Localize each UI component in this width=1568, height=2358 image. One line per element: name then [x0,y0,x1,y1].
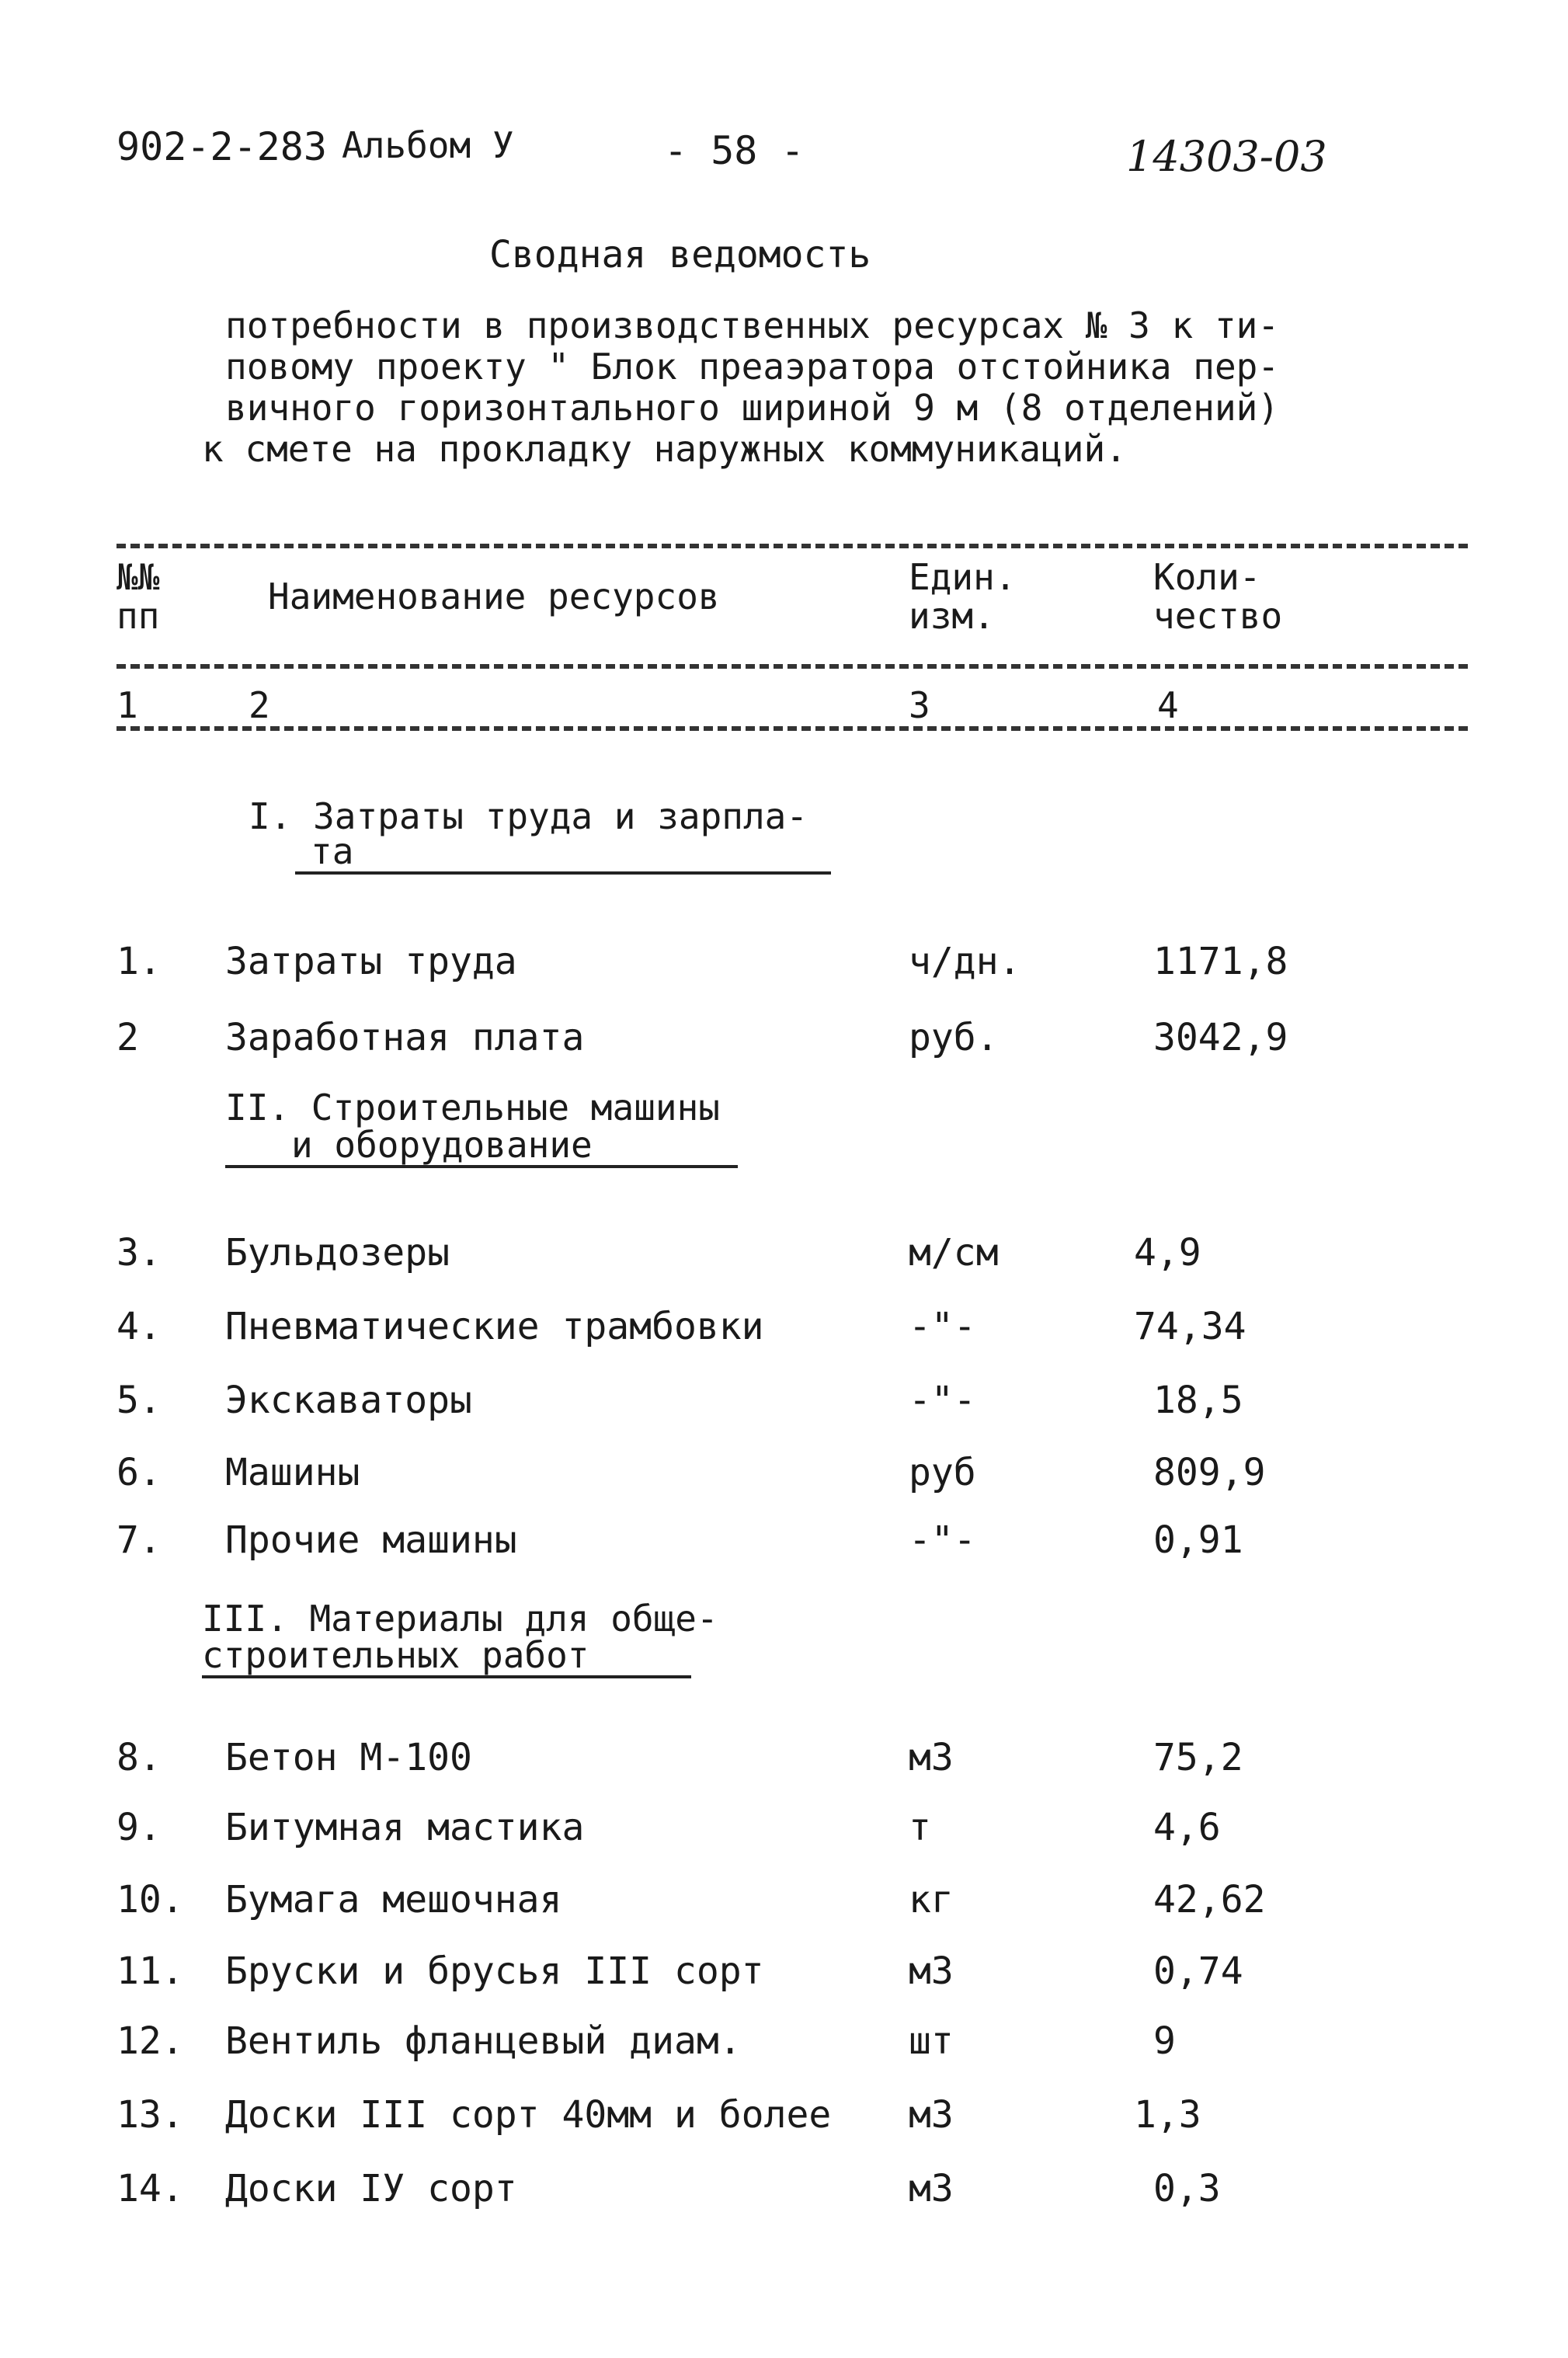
table-top-rule [116,544,1468,548]
row-8-name: Бетон М-100 [225,1736,472,1779]
row-12-unit: шт [909,2019,954,2063]
row-4-qty: 74,34 [1134,1305,1246,1348]
row-3-name: Бульдозеры [225,1231,450,1275]
row-9-name: Битумная мастика [225,1806,585,1849]
intro-line-3: вичного горизонтального шириной 9 м (8 отделений) [225,387,1280,429]
qty-header-line-1: Коли- [1153,556,1261,598]
row-14-qty: 0,3 [1153,2167,1221,2210]
row-10-unit: кг [909,1878,954,1922]
row-1-unit: ч/дн. [909,940,1021,983]
row-1-name: Затраты труда [225,940,517,983]
document-title: Сводная ведомость [489,233,871,276]
unit-header-line-2: изм. [909,595,995,637]
row-14-name: Доски IУ сорт [225,2167,517,2210]
document-code: 902-2-283 [116,124,327,169]
unit-header-line-1: Един. [909,556,1017,598]
row-8-unit: м3 [909,1736,954,1779]
row-2-name: Заработная плата [225,1016,585,1059]
row-1-num: 1. [116,940,162,983]
row-13-num: 13. [116,2093,184,2137]
page-number: - 58 - [664,128,805,173]
section-2-underline [225,1165,738,1168]
name-header: Наименование ресурсов [268,576,720,617]
row-12-name: Вентиль фланцевый диам. [225,2019,742,2063]
row-13-qty: 1,3 [1134,2093,1201,2137]
album-label: Альбом У [342,124,514,166]
section-1-title-line-2: та [311,830,354,872]
row-11-qty: 0,74 [1153,1949,1243,1993]
row-12-num: 12. [116,2019,184,2063]
intro-line-4: к смете на прокладку наружных коммуникаций. [202,428,1127,470]
section-3-title-line-1: III. Материалы для обще- [202,1598,718,1640]
row-2-unit: руб. [909,1016,999,1059]
row-10-qty: 42,62 [1153,1878,1266,1922]
row-5-num: 5. [116,1379,162,1422]
row-11-num: 11. [116,1949,184,1993]
num-header-line-2: пп [116,595,160,637]
column-numbers-rule [116,726,1468,731]
row-8-qty: 75,2 [1153,1736,1243,1779]
section-1-underline [295,871,831,875]
row-5-name: Экскаваторы [225,1379,472,1422]
row-7-qty: 0,91 [1153,1518,1243,1562]
row-4-num: 4. [116,1305,162,1348]
row-11-unit: м3 [909,1949,954,1993]
row-6-num: 6. [116,1451,162,1494]
row-10-name: Бумага мешочная [225,1878,562,1922]
row-10-num: 10. [116,1878,184,1922]
row-2-qty: 3042,9 [1153,1016,1288,1059]
section-3-underline [202,1675,691,1678]
row-8-num: 8. [116,1736,162,1779]
section-3-title-line-2: строительных работ [202,1634,589,1676]
col-number-4: 4 [1157,684,1179,726]
row-6-qty: 809,9 [1153,1451,1266,1494]
row-6-name: Машины [225,1451,360,1494]
row-3-qty: 4,9 [1134,1231,1201,1275]
col-number-3: 3 [909,684,930,726]
row-5-unit: -"- [909,1379,976,1422]
row-12-qty: 9 [1153,2019,1176,2063]
table-header-rule [116,664,1468,669]
row-11-name: Бруски и брусья III сорт [225,1949,764,1993]
section-1-title-line-1: I. Затраты труда и зарпла- [249,795,808,837]
row-14-unit: м3 [909,2167,954,2210]
row-7-unit: -"- [909,1518,976,1562]
row-9-qty: 4,6 [1153,1806,1221,1849]
section-2-title-line-1: II. Строительные машины [225,1087,720,1129]
row-4-unit: -"- [909,1305,976,1348]
row-1-qty: 1171,8 [1153,940,1288,983]
row-2-num: 2 [116,1016,139,1059]
row-5-qty: 18,5 [1153,1379,1243,1422]
row-13-name: Доски III сорт 40мм и более [225,2093,832,2137]
row-9-unit: т [909,1806,931,1849]
row-14-num: 14. [116,2167,184,2210]
row-7-name: Прочие машины [225,1518,517,1562]
col-number-2: 2 [249,684,270,726]
row-9-num: 9. [116,1806,162,1849]
num-header-line-1: №№ [116,556,160,598]
col-number-1: 1 [116,684,138,726]
row-3-num: 3. [116,1231,162,1275]
document-id: 14303-03 [1126,132,1327,181]
qty-header-line-2: чество [1153,595,1283,637]
row-6-unit: руб [909,1451,976,1494]
row-7-num: 7. [116,1518,162,1562]
intro-line-2: повому проекту " Блок преаэратора отстойника пер- [225,346,1280,388]
section-2-title-line-2: и оборудование [291,1124,593,1166]
row-4-name: Пневматические трамбовки [225,1305,764,1348]
intro-line-1: потребности в производственных ресурсах № 3 к ти- [225,304,1280,346]
row-3-unit: м/см [909,1231,999,1275]
row-13-unit: м3 [909,2093,954,2137]
